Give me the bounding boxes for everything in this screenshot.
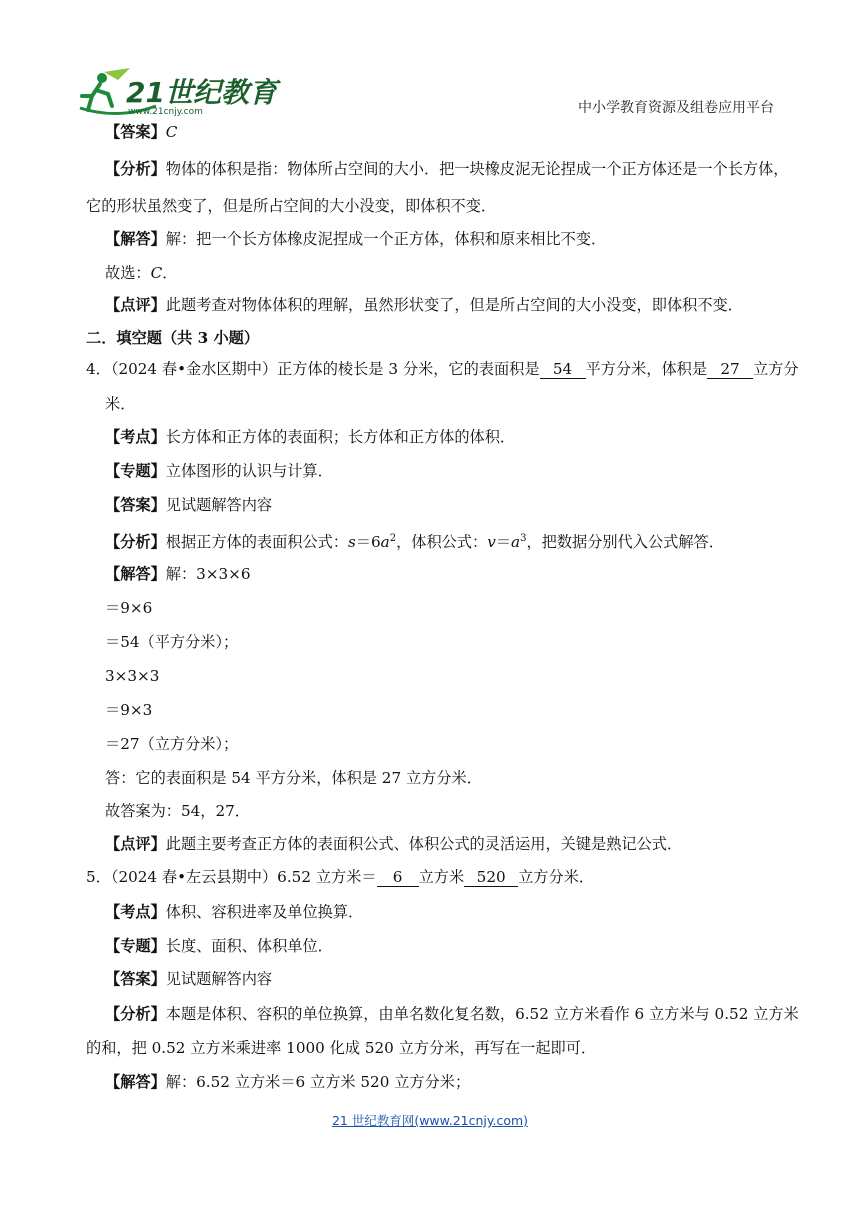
- q4-sol-line8: 故答案为：54，27．: [105, 802, 250, 820]
- q5-solution: 【解答】解：6.52 立方米＝6 立方米 520 立方分米；: [105, 1073, 471, 1091]
- q5-answer: 【答案】见试题解答内容: [105, 970, 273, 988]
- q4-zhuanti: 【专题】立体图形的认识与计算．: [105, 462, 333, 480]
- q3-analysis-line2: 它的形状虽然变了，但是所占空间的大小没变，即体积不变．: [86, 197, 497, 215]
- q4-comment: 【点评】此题主要考查正方体的表面积公式、体积公式的灵活运用，关键是熟记公式．: [105, 835, 683, 853]
- q3-analysis-line1: 【分析】物体的体积是指：物体所占空间的大小．把一块橡皮泥无论捏成一个正方体还是一个长方体，: [105, 160, 789, 178]
- q4-sol-line5: ＝9×3: [105, 701, 153, 719]
- q3-answer: 【答案】C: [105, 123, 178, 141]
- q3-solution: 【解答】解：把一个长方体橡皮泥捏成一个正方体，体积和原来相比不变．: [105, 230, 607, 248]
- q4-analysis: 【分析】根据正方体的表面积公式：$s=6a^2$，体积公式：$v=a^3$，把数据分别代入公式解答．: [105, 533, 724, 551]
- q4-blank1: 54: [540, 360, 586, 379]
- q4-answer: 【答案】见试题解答内容: [105, 496, 273, 514]
- q5-kaodian: 【考点】体积、容积进率及单位换算．: [105, 903, 364, 921]
- q5-analysis-line1: 【分析】本题是体积、容积的单位换算，由单名数化复名数，6.52 立方米看作 6 立方米与 0.52 立方米: [105, 1005, 799, 1023]
- q5-zhuanti: 【专题】长度、面积、体积单位．: [105, 937, 333, 955]
- q4-stem: 4．（2024 春•金水区期中）正方体的棱长是 3 分米，它的表面积是 54 平方分米，体积是 27 立方分: [86, 360, 799, 378]
- section-title: 二．填空题（共 3 小题）: [86, 329, 260, 347]
- q4-sol-line7: 答：它的表面积是 54 平方分米，体积是 27 立方分米．: [105, 769, 482, 787]
- footer-link[interactable]: 21 世纪教育网(www.21cnjy.com): [331, 1113, 529, 1128]
- logo: [78, 66, 277, 118]
- q4-sol-line2: ＝9×6: [105, 599, 153, 617]
- q4-stem-cont: 米．: [105, 395, 136, 413]
- q5-blank1: 6: [377, 868, 419, 887]
- page-header: [0, 0, 860, 120]
- q4-sol-line3: ＝54（平方分米）；: [105, 633, 239, 651]
- q5-blank2: 520: [464, 868, 518, 887]
- q4-blank2: 27: [707, 360, 753, 379]
- platform-name: 中小学教育资源及组卷应用平台: [578, 100, 774, 116]
- q4-sol-line6: ＝27（立方分米）；: [105, 735, 239, 753]
- q5-analysis-line2: 的和，把 0.52 立方米乘进率 1000 化成 520 立方分米，再写在一起即可．: [86, 1039, 597, 1057]
- q5-stem: 5．（2024 春•左云县期中）6.52 立方米＝ 6 立方米 520 立方分米．: [86, 868, 595, 886]
- logo-text: 21世纪教育: [126, 76, 277, 109]
- q4-kaodian: 【考点】长方体和正方体的表面积；长方体和正方体的体积．: [105, 428, 516, 446]
- q4-solution: 【解答】解：3×3×6: [105, 565, 251, 583]
- q3-choose: 故选：C．: [105, 264, 178, 282]
- q4-sol-line4: 3×3×3: [105, 667, 160, 685]
- q3-comment: 【点评】此题考查对物体体积的理解，虽然形状变了，但是所占空间的大小没变，即体积不变．: [105, 296, 743, 314]
- logo-url: www.21cnjy.com: [128, 107, 203, 117]
